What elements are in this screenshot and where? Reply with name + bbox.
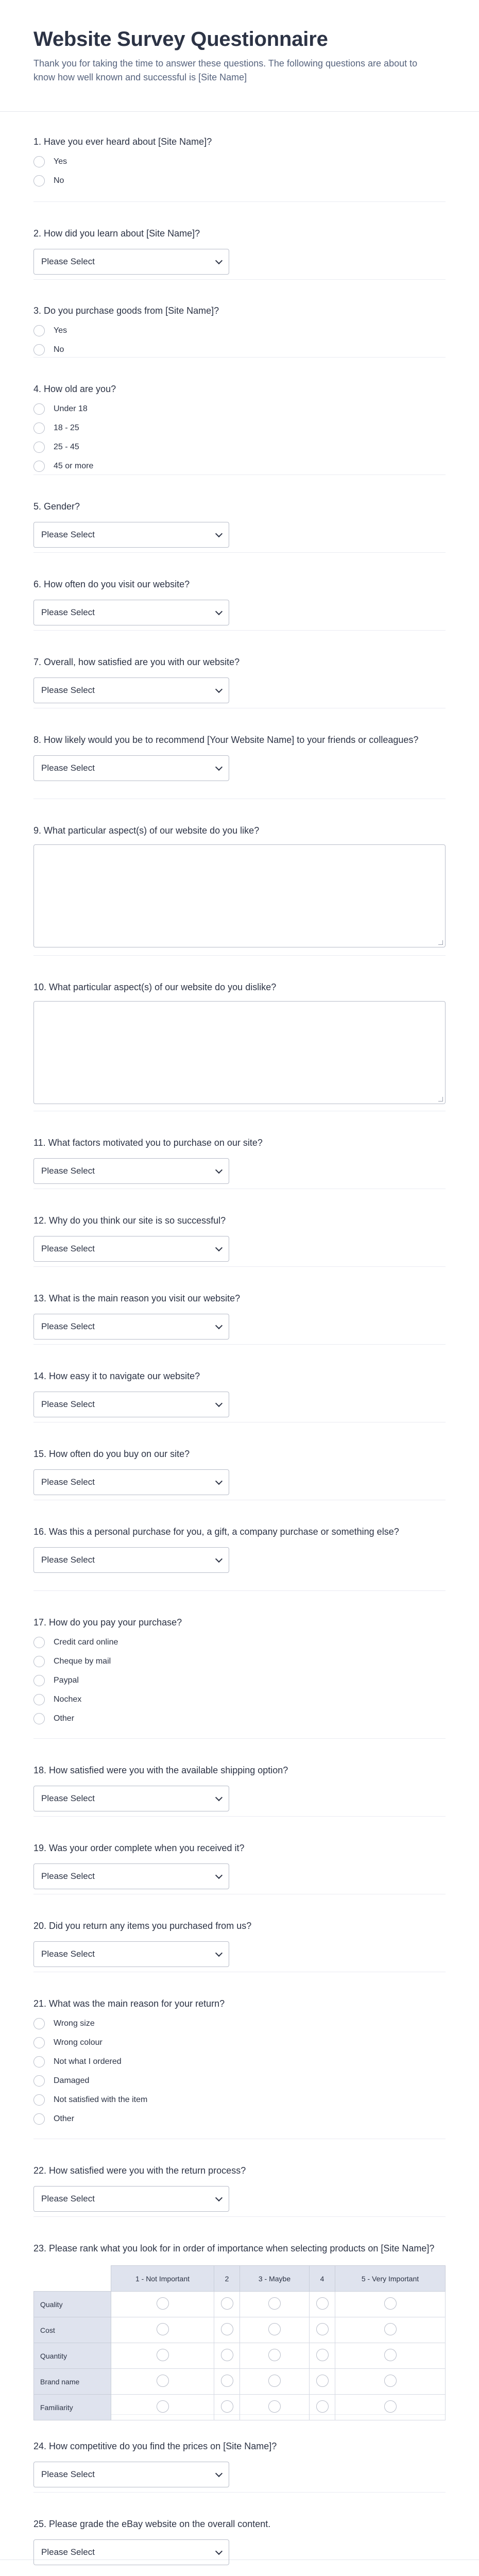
option-label: Not what I ordered <box>54 2057 122 2066</box>
matrix-radio[interactable] <box>316 2323 329 2335</box>
question-label: 4. How old are you? <box>33 384 116 394</box>
radio-circle[interactable] <box>33 1675 45 1686</box>
option-label: Nochex <box>54 1694 82 1704</box>
resize-handle-icon[interactable] <box>438 1097 443 1101</box>
matrix-radio[interactable] <box>384 2297 397 2310</box>
chevron-down-icon <box>215 2470 223 2477</box>
radio-option[interactable] <box>33 1652 446 1671</box>
question-label: 3. Do you purchase goods from [Site Name]? <box>33 306 219 316</box>
dropdown-select[interactable] <box>33 755 229 781</box>
select-value: Please Select <box>41 530 95 539</box>
radio-option[interactable] <box>33 152 446 171</box>
question-10 <box>33 956 446 1111</box>
option-label: Yes <box>54 157 67 166</box>
option-label: Other <box>54 2114 75 2123</box>
matrix-radio[interactable] <box>221 2400 233 2413</box>
resize-handle-icon[interactable] <box>438 940 443 945</box>
question-label: 1. Have you ever heard about [Site Name]? <box>33 137 212 147</box>
question-label: 11. What factors motivated you to purchase on our site? <box>33 1138 263 1148</box>
chevron-down-icon <box>215 608 223 615</box>
radio-option[interactable] <box>33 437 446 456</box>
option-label: No <box>54 345 64 354</box>
matrix-radio[interactable] <box>157 2375 169 2387</box>
radio-circle[interactable] <box>33 2075 45 2087</box>
option-label: Under 18 <box>54 404 88 413</box>
radio-circle[interactable] <box>33 325 45 336</box>
matrix-column-header: 5 - Very Important <box>335 2266 446 2292</box>
matrix-row <box>34 2292 446 2317</box>
question-label: 5. Gender? <box>33 501 80 512</box>
radio-circle[interactable] <box>33 442 45 453</box>
radio-option[interactable] <box>33 2014 446 2033</box>
radio-option[interactable] <box>33 2071 446 2090</box>
chevron-down-icon <box>215 1872 223 1879</box>
chevron-down-icon <box>215 2548 223 2555</box>
question-4 <box>33 358 446 475</box>
question-label: 21. What was the main reason for your return? <box>33 1998 225 2009</box>
chevron-down-icon <box>215 2194 223 2201</box>
question-8 <box>33 708 446 799</box>
option-label: Wrong colour <box>54 2038 102 2047</box>
chevron-down-icon <box>215 1166 223 1174</box>
question-label: 20. Did you return any items you purchased from us? <box>33 1921 252 1931</box>
question-13 <box>33 1267 446 1345</box>
radio-circle[interactable] <box>33 2056 45 2067</box>
matrix-row <box>34 2343 446 2369</box>
option-label: 18 - 25 <box>54 423 79 432</box>
chevron-down-icon <box>215 1478 223 1485</box>
matrix-radio[interactable] <box>384 2323 397 2335</box>
radio-circle[interactable] <box>33 2037 45 2048</box>
question-label: 2. How did you learn about [Site Name]? <box>33 228 200 239</box>
select-value: Please Select <box>41 685 95 695</box>
question-19 <box>33 1817 446 1894</box>
matrix-row-label: Cost <box>34 2317 111 2343</box>
matrix-radio[interactable] <box>268 2375 281 2387</box>
radio-circle[interactable] <box>33 2113 45 2125</box>
option-label: 45 or more <box>54 461 94 470</box>
radio-circle[interactable] <box>33 2094 45 2106</box>
matrix-radio[interactable] <box>221 2323 233 2335</box>
select-value: Please Select <box>41 1399 95 1409</box>
radio-circle[interactable] <box>33 461 45 472</box>
question-label: 14. How easy it to navigate our website? <box>33 1371 200 1381</box>
matrix-radio[interactable] <box>157 2323 169 2335</box>
radio-circle[interactable] <box>33 1713 45 1724</box>
question-17 <box>33 1591 446 1739</box>
question-1 <box>33 112 446 202</box>
matrix-radio[interactable] <box>221 2349 233 2361</box>
text-area[interactable] <box>33 844 446 947</box>
select-value: Please Select <box>41 1871 95 1881</box>
radio-option[interactable] <box>33 418 446 437</box>
matrix-radio[interactable] <box>384 2375 397 2387</box>
dropdown-select[interactable] <box>33 677 229 703</box>
ranking-matrix <box>33 2265 446 2420</box>
matrix-row <box>34 2317 446 2343</box>
chevron-down-icon <box>215 1322 223 1329</box>
radio-option[interactable] <box>33 456 446 476</box>
select-value: Please Select <box>41 607 95 617</box>
chevron-down-icon <box>215 530 223 537</box>
question-label: 13. What is the main reason you visit our website? <box>33 1293 241 1303</box>
radio-circle[interactable] <box>33 344 45 355</box>
survey-form <box>0 112 479 2560</box>
question-14 <box>33 1345 446 1422</box>
question-15 <box>33 1422 446 1500</box>
select-value: Please Select <box>41 1949 95 1959</box>
dropdown-select[interactable] <box>33 1158 229 1184</box>
matrix-row-label: Quality <box>34 2292 111 2317</box>
radio-circle[interactable] <box>33 156 45 167</box>
question-label: 15. How often do you buy on our site? <box>33 1449 190 1459</box>
question-9 <box>33 799 446 956</box>
radio-option[interactable] <box>33 321 446 340</box>
radio-circle[interactable] <box>33 1694 45 1705</box>
radio-option[interactable] <box>33 2033 446 2052</box>
matrix-column-header: 4 <box>310 2266 335 2292</box>
dropdown-select[interactable] <box>33 1392 229 1417</box>
question-6 <box>33 553 446 631</box>
dropdown-select[interactable] <box>33 1469 229 1495</box>
question-18 <box>33 1739 446 1817</box>
radio-circle[interactable] <box>33 1656 45 1667</box>
option-label: Wrong size <box>54 2019 95 2028</box>
matrix-radio[interactable] <box>316 2297 329 2310</box>
question-5 <box>33 475 446 553</box>
radio-circle[interactable] <box>33 403 45 415</box>
radio-option[interactable] <box>33 1633 446 1652</box>
question-24 <box>33 2415 446 2493</box>
chevron-down-icon <box>215 1555 223 1563</box>
select-value: Please Select <box>41 1244 95 1253</box>
matrix-radio[interactable] <box>384 2349 397 2361</box>
question-23 <box>33 2217 446 2415</box>
matrix-radio[interactable] <box>157 2349 169 2361</box>
question-3 <box>33 280 446 358</box>
radio-option[interactable] <box>33 340 446 359</box>
select-value: Please Select <box>41 1321 95 1331</box>
question-label: 16. Was this a personal purchase for you, a gift, a company purchase or something else? <box>33 1527 399 1537</box>
question-label: 6. How often do you visit our website? <box>33 579 190 589</box>
matrix-radio[interactable] <box>316 2375 329 2387</box>
select-value: Please Select <box>41 2194 95 2204</box>
select-value: Please Select <box>41 1793 95 1803</box>
question-label: 22. How satisfied were you with the return process? <box>33 2165 246 2176</box>
radio-option[interactable] <box>33 2090 446 2109</box>
question-16 <box>33 1500 446 1591</box>
select-value: Please Select <box>41 2469 95 2479</box>
option-label: Damaged <box>54 2076 90 2085</box>
dropdown-select[interactable] <box>33 2186 229 2212</box>
option-label: Cheque by mail <box>54 1656 111 1666</box>
question-label: 9. What particular aspect(s) of our website do you like? <box>33 825 260 836</box>
radio-circle[interactable] <box>33 1637 45 1648</box>
question-label: 8. How likely would you be to recommend [Your Website Name] to your friends or colleagues? <box>33 735 419 745</box>
question-25 <box>33 2493 446 2560</box>
matrix-radio[interactable] <box>157 2400 169 2413</box>
dropdown-select[interactable] <box>33 2539 229 2565</box>
matrix-row-label: Brand name <box>34 2369 111 2395</box>
dropdown-select[interactable] <box>33 2462 229 2487</box>
matrix-radio[interactable] <box>316 2400 329 2413</box>
select-value: Please Select <box>41 1477 95 1487</box>
matrix-radio[interactable] <box>157 2297 169 2310</box>
select-value: Please Select <box>41 1166 95 1176</box>
select-value: Please Select <box>41 2547 95 2557</box>
question-label: 18. How satisfied were you with the available shipping option? <box>33 1765 288 1775</box>
dropdown-select[interactable] <box>33 1786 229 1811</box>
matrix-radio[interactable] <box>268 2297 281 2310</box>
option-label: Other <box>54 1714 75 1723</box>
dropdown-select[interactable] <box>33 600 229 625</box>
dropdown-select[interactable] <box>33 1236 229 1262</box>
radio-circle[interactable] <box>33 422 45 434</box>
chevron-down-icon <box>215 1400 223 1407</box>
matrix-radio[interactable] <box>384 2400 397 2413</box>
question-label: 7. Overall, how satisfied are you with our website? <box>33 657 240 667</box>
matrix-radio[interactable] <box>268 2349 281 2361</box>
text-area[interactable] <box>33 1001 446 1104</box>
radio-option[interactable] <box>33 1709 446 1728</box>
radio-circle[interactable] <box>33 2018 45 2029</box>
question-label: 19. Was your order complete when you received it? <box>33 1843 245 1853</box>
chevron-down-icon <box>215 686 223 693</box>
dropdown-select[interactable] <box>33 522 229 548</box>
matrix-column-header: 1 - Not Important <box>111 2266 214 2292</box>
matrix-radio[interactable] <box>221 2375 233 2387</box>
question-label: 23. Please rank what you look for in order of importance when selecting products on [Site Name]? <box>33 2243 435 2253</box>
option-label: 25 - 45 <box>54 442 79 451</box>
select-value: Please Select <box>41 763 95 773</box>
question-label: 10. What particular aspect(s) of our website do you dislike? <box>33 982 277 992</box>
chevron-down-icon <box>215 1794 223 1801</box>
select-value: Please Select <box>41 1555 95 1565</box>
radio-option[interactable] <box>33 1690 446 1709</box>
question-20 <box>33 1894 446 1972</box>
chevron-down-icon <box>215 1244 223 1251</box>
radio-option[interactable] <box>33 2109 446 2128</box>
question-22 <box>33 2139 446 2217</box>
question-2 <box>33 202 446 280</box>
option-label: No <box>54 176 64 185</box>
dropdown-select[interactable] <box>33 249 229 275</box>
matrix-corner <box>34 2266 111 2292</box>
question-7 <box>33 631 446 708</box>
option-label: Credit card online <box>54 1637 118 1647</box>
dropdown-select[interactable] <box>33 1863 229 1889</box>
chevron-down-icon <box>215 1950 223 1957</box>
radio-circle[interactable] <box>33 175 45 187</box>
dropdown-select[interactable] <box>33 1941 229 1967</box>
dropdown-select[interactable] <box>33 1547 229 1573</box>
matrix-column-header: 3 - Maybe <box>240 2266 310 2292</box>
chevron-down-icon <box>215 257 223 264</box>
matrix-row-label: Familiarity <box>34 2395 111 2420</box>
matrix-radio[interactable] <box>268 2323 281 2335</box>
option-label: Not satisfied with the item <box>54 2095 148 2104</box>
matrix-column-header: 2 <box>214 2266 240 2292</box>
radio-option[interactable] <box>33 399 446 418</box>
matrix-radio[interactable] <box>268 2400 281 2413</box>
question-12 <box>33 1189 446 1267</box>
matrix-radio[interactable] <box>221 2297 233 2310</box>
radio-option[interactable] <box>33 171 446 190</box>
question-11 <box>33 1111 446 1189</box>
question-label: 17. How do you pay your purchase? <box>33 1617 182 1628</box>
form-description: Thank you for taking the time to answer these questions. The following questions are about to know how well known and successful is [Site Name] <box>33 58 418 82</box>
option-label: Paypal <box>54 1675 79 1685</box>
form-title: Website Survey Questionnaire <box>33 28 328 50</box>
chevron-down-icon <box>215 764 223 771</box>
select-value: Please Select <box>41 257 95 266</box>
radio-option[interactable] <box>33 2052 446 2071</box>
matrix-row-label: Quantity <box>34 2343 111 2369</box>
question-label: 24. How competitive do you find the prices on [Site Name]? <box>33 2441 277 2451</box>
question-label: 25. Please grade the eBay website on the overall content. <box>33 2519 271 2529</box>
question-label: 12. Why do you think our site is so successful? <box>33 1215 226 1226</box>
question-21 <box>33 1972 446 2139</box>
matrix-row <box>34 2369 446 2395</box>
dropdown-select[interactable] <box>33 1314 229 1340</box>
radio-option[interactable] <box>33 1671 446 1690</box>
matrix-radio[interactable] <box>316 2349 329 2361</box>
option-label: Yes <box>54 326 67 335</box>
form-header <box>0 0 479 112</box>
